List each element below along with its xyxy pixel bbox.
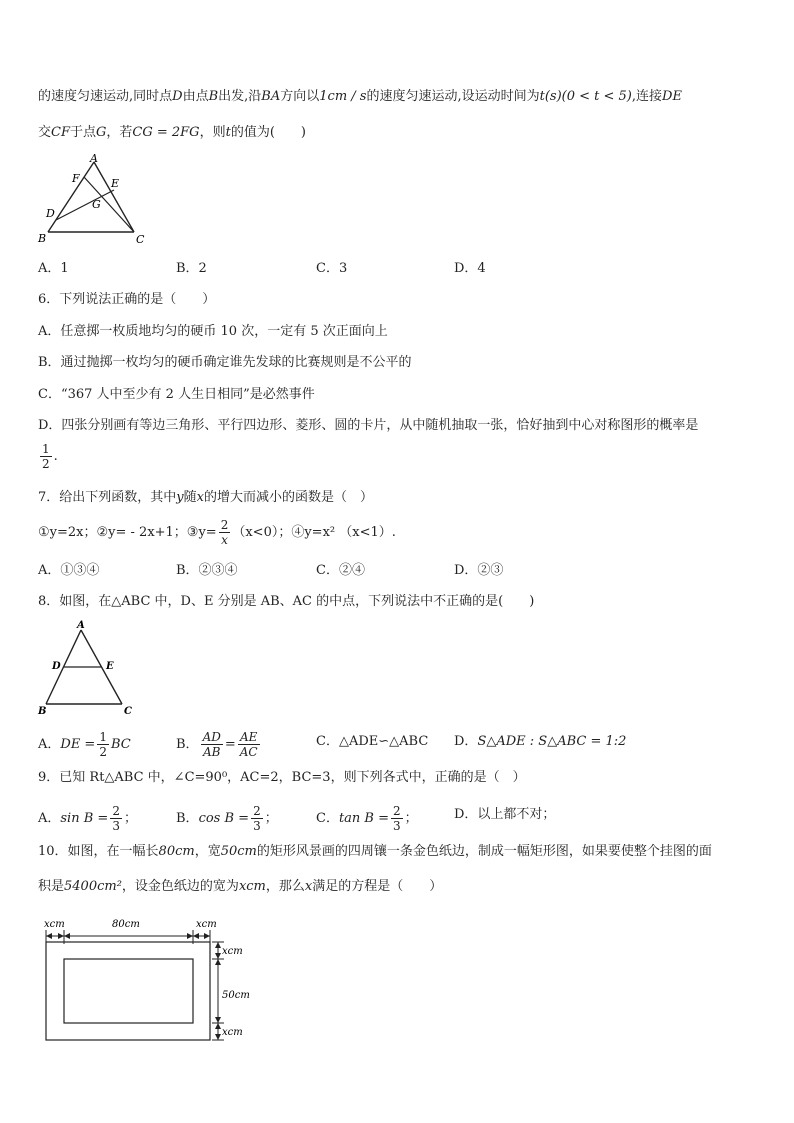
q10-text: 的矩形风景画的四周镶一条金色纸边，制成一幅矩形图，如果要使整个挂图的面 xyxy=(256,844,712,859)
expr: DE = xyxy=(60,737,96,752)
q5-var: CF xyxy=(51,125,70,140)
q5-var: G xyxy=(96,125,107,140)
q5-speed: 1cm / s xyxy=(319,89,367,104)
q5-line-2 xyxy=(38,124,306,142)
q8-triangle-figure xyxy=(34,618,144,718)
semicolon: ； xyxy=(404,811,418,826)
q7-funcs-text: （x<0）；④y=x² （x<1）. xyxy=(232,525,396,540)
expr: S△ADE : S△ABC = 1:2 xyxy=(477,734,627,749)
q6-option-c[interactable]: C．“367 人中至少有 2 人生日相同”是必然事件 xyxy=(38,387,315,402)
denominator: 3 xyxy=(253,819,261,833)
q5-var: t xyxy=(225,125,231,140)
q7-var: x xyxy=(196,490,204,505)
q7-text: 的增大而减小的函数是（ ） xyxy=(204,490,374,505)
q5-text: ,连接 xyxy=(631,89,663,104)
q7-text: 随 xyxy=(183,490,197,505)
expr: sin B = xyxy=(60,811,109,826)
q5-var: D xyxy=(172,89,183,104)
option-label: D． xyxy=(454,734,478,749)
equals: = xyxy=(224,737,236,752)
q10-line-2 xyxy=(38,878,442,896)
label-B: B xyxy=(38,232,47,245)
q10-text: ，那么 xyxy=(265,879,305,894)
denominator: 3 xyxy=(112,819,120,833)
q9-option-b[interactable] xyxy=(176,804,278,833)
option-label: B． xyxy=(176,737,199,752)
fraction xyxy=(97,730,109,759)
q5-text: 由点 xyxy=(182,89,209,104)
q10-text: 积是 xyxy=(38,879,65,894)
q5-var: DE xyxy=(662,89,682,104)
q5-text: 的速度匀速运动,同时点 xyxy=(38,89,173,104)
q7-funcs-text: ①y=2x；②y= - 2x+1；③y= xyxy=(38,525,217,540)
semicolon: ； xyxy=(123,811,137,826)
q5-text: 出发,沿 xyxy=(218,89,262,104)
dim-top-right: xcm xyxy=(196,919,217,930)
q7-functions xyxy=(38,518,396,547)
q5-var: B xyxy=(208,89,219,104)
denominator: AB xyxy=(202,745,221,759)
q8-option-a[interactable] xyxy=(38,730,131,759)
dim-top-left: xcm xyxy=(44,919,65,930)
fraction xyxy=(219,518,231,547)
numerator: 1 xyxy=(99,730,107,744)
q8-stem: 8．如图，在△ABC 中，D、E 分别是 AB、AC 的中点，下列说法中不正确的是( ) xyxy=(38,594,535,609)
label-E: E xyxy=(111,177,120,190)
fraction xyxy=(391,804,403,833)
q6-option-a[interactable]: A．任意掷一枚质地均匀的硬币 10 次，一定有 5 次正面向上 xyxy=(38,324,388,339)
q8-option-d[interactable] xyxy=(454,733,626,751)
q6-option-d-fraction xyxy=(38,442,58,471)
q5-equation: CG = 2FG xyxy=(132,125,200,140)
numerator: AE xyxy=(238,730,260,745)
q8-option-c[interactable]: C．△ADE∽△ABC xyxy=(316,734,429,749)
q5-line-1 xyxy=(38,88,682,106)
q7-text: 7．给出下列函数，其中 xyxy=(38,490,177,505)
q9-option-d[interactable]: D．以上都不对； xyxy=(454,807,556,822)
dim-right-top: xcm xyxy=(222,946,243,957)
expr: cos B = xyxy=(198,811,250,826)
q10-line-1 xyxy=(38,843,712,861)
q10-frame-figure xyxy=(40,912,270,1048)
q5-triangle-figure xyxy=(34,150,154,246)
q5-time-range: t(s)(0 < t < 5) xyxy=(539,89,632,104)
q5-text: 于点 xyxy=(69,125,96,140)
period: . xyxy=(53,449,58,464)
q9-option-a[interactable] xyxy=(38,804,137,833)
dim-right-bottom: xcm xyxy=(222,1027,243,1038)
q10-width: 50cm xyxy=(220,844,257,859)
fraction xyxy=(110,804,122,833)
q10-border-width: xcm xyxy=(238,879,266,894)
q5-option-b[interactable]: B．2 xyxy=(176,261,207,276)
label-C: C xyxy=(136,233,145,246)
numerator: AD xyxy=(202,730,221,744)
denominator: 2 xyxy=(99,745,107,759)
label-D: D xyxy=(46,207,55,220)
q10-text: ，设金色纸边的宽为 xyxy=(121,879,239,894)
expr: BC xyxy=(110,737,131,752)
fraction xyxy=(251,804,263,833)
label-D: D xyxy=(52,661,61,672)
q6-option-d[interactable]: D．四张分别画有等边三角形、平行四边形、菱形、圆的卡片，从中随机抽取一张，恰好抽到中心对称图形的概率是 xyxy=(38,418,699,433)
numerator: 2 xyxy=(253,804,261,818)
denominator: 2 xyxy=(42,457,50,471)
q6-option-b[interactable]: B．通过抛掷一枚均匀的硬币确定谁先发球的比赛规则是不公平的 xyxy=(38,355,412,370)
q7-option-d[interactable]: D．②③ xyxy=(454,563,504,578)
label-E: E xyxy=(106,661,114,672)
q6-stem: 6．下列说法正确的是（ ） xyxy=(38,292,216,307)
q7-stem xyxy=(38,489,373,507)
label-B: B xyxy=(38,706,47,717)
q5-option-a[interactable]: A．1 xyxy=(38,261,69,276)
label-A: A xyxy=(90,152,98,165)
q5-text: 的值为( ) xyxy=(230,125,306,140)
q5-var: BA xyxy=(261,89,281,104)
q8-option-b[interactable] xyxy=(176,730,262,759)
denominator: AC xyxy=(239,745,258,759)
label-F: F xyxy=(72,172,80,185)
q9-option-c[interactable] xyxy=(316,804,418,833)
q5-option-c[interactable]: C．3 xyxy=(316,261,348,276)
numerator: 2 xyxy=(220,518,229,532)
q5-text: ，若 xyxy=(106,125,133,140)
q7-option-c[interactable]: C．②④ xyxy=(316,563,365,578)
numerator: 1 xyxy=(42,442,50,456)
fraction xyxy=(238,730,260,759)
q5-option-d[interactable]: D．4 xyxy=(454,261,486,276)
option-label: A． xyxy=(38,811,61,826)
q10-text: 10．如图，在一幅长 xyxy=(38,844,159,859)
option-label: C． xyxy=(316,811,339,826)
q5-text: ，则 xyxy=(199,125,226,140)
q5-text: 的速度匀速运动,设运动时间为 xyxy=(366,89,540,104)
label-A: A xyxy=(77,620,85,631)
option-label: B． xyxy=(176,811,199,826)
q10-var: x xyxy=(304,879,313,894)
option-label: A． xyxy=(38,737,61,752)
q5-text: 交 xyxy=(38,125,52,140)
q7-option-a[interactable]: A．①③④ xyxy=(38,563,100,578)
fraction xyxy=(40,442,52,471)
expr: tan B = xyxy=(338,811,390,826)
fraction xyxy=(201,730,223,759)
denominator: 3 xyxy=(393,819,401,833)
q10-text: ，宽 xyxy=(194,844,221,859)
label-G: G xyxy=(92,198,101,211)
q7-option-b[interactable]: B．②③④ xyxy=(176,563,238,578)
numerator: 2 xyxy=(393,804,401,818)
numerator: 2 xyxy=(112,804,120,818)
dim-right-mid: 50cm xyxy=(222,990,250,1001)
denominator: x xyxy=(221,533,228,547)
q10-length: 80cm xyxy=(158,844,195,859)
q5-text: 方向以 xyxy=(280,89,320,104)
q9-stem: 9．已知 Rt△ABC 中，∠C=90⁰，AC=2，BC=3，则下列各式中，正确的是（ ） xyxy=(38,770,526,785)
dim-top-mid: 80cm xyxy=(112,919,140,930)
q10-area: 5400cm² xyxy=(64,879,122,894)
label-C: C xyxy=(124,706,132,717)
q7-var: y xyxy=(176,490,184,505)
q10-text: 满足的方程是（ ） xyxy=(312,879,443,894)
semicolon: ； xyxy=(264,811,278,826)
